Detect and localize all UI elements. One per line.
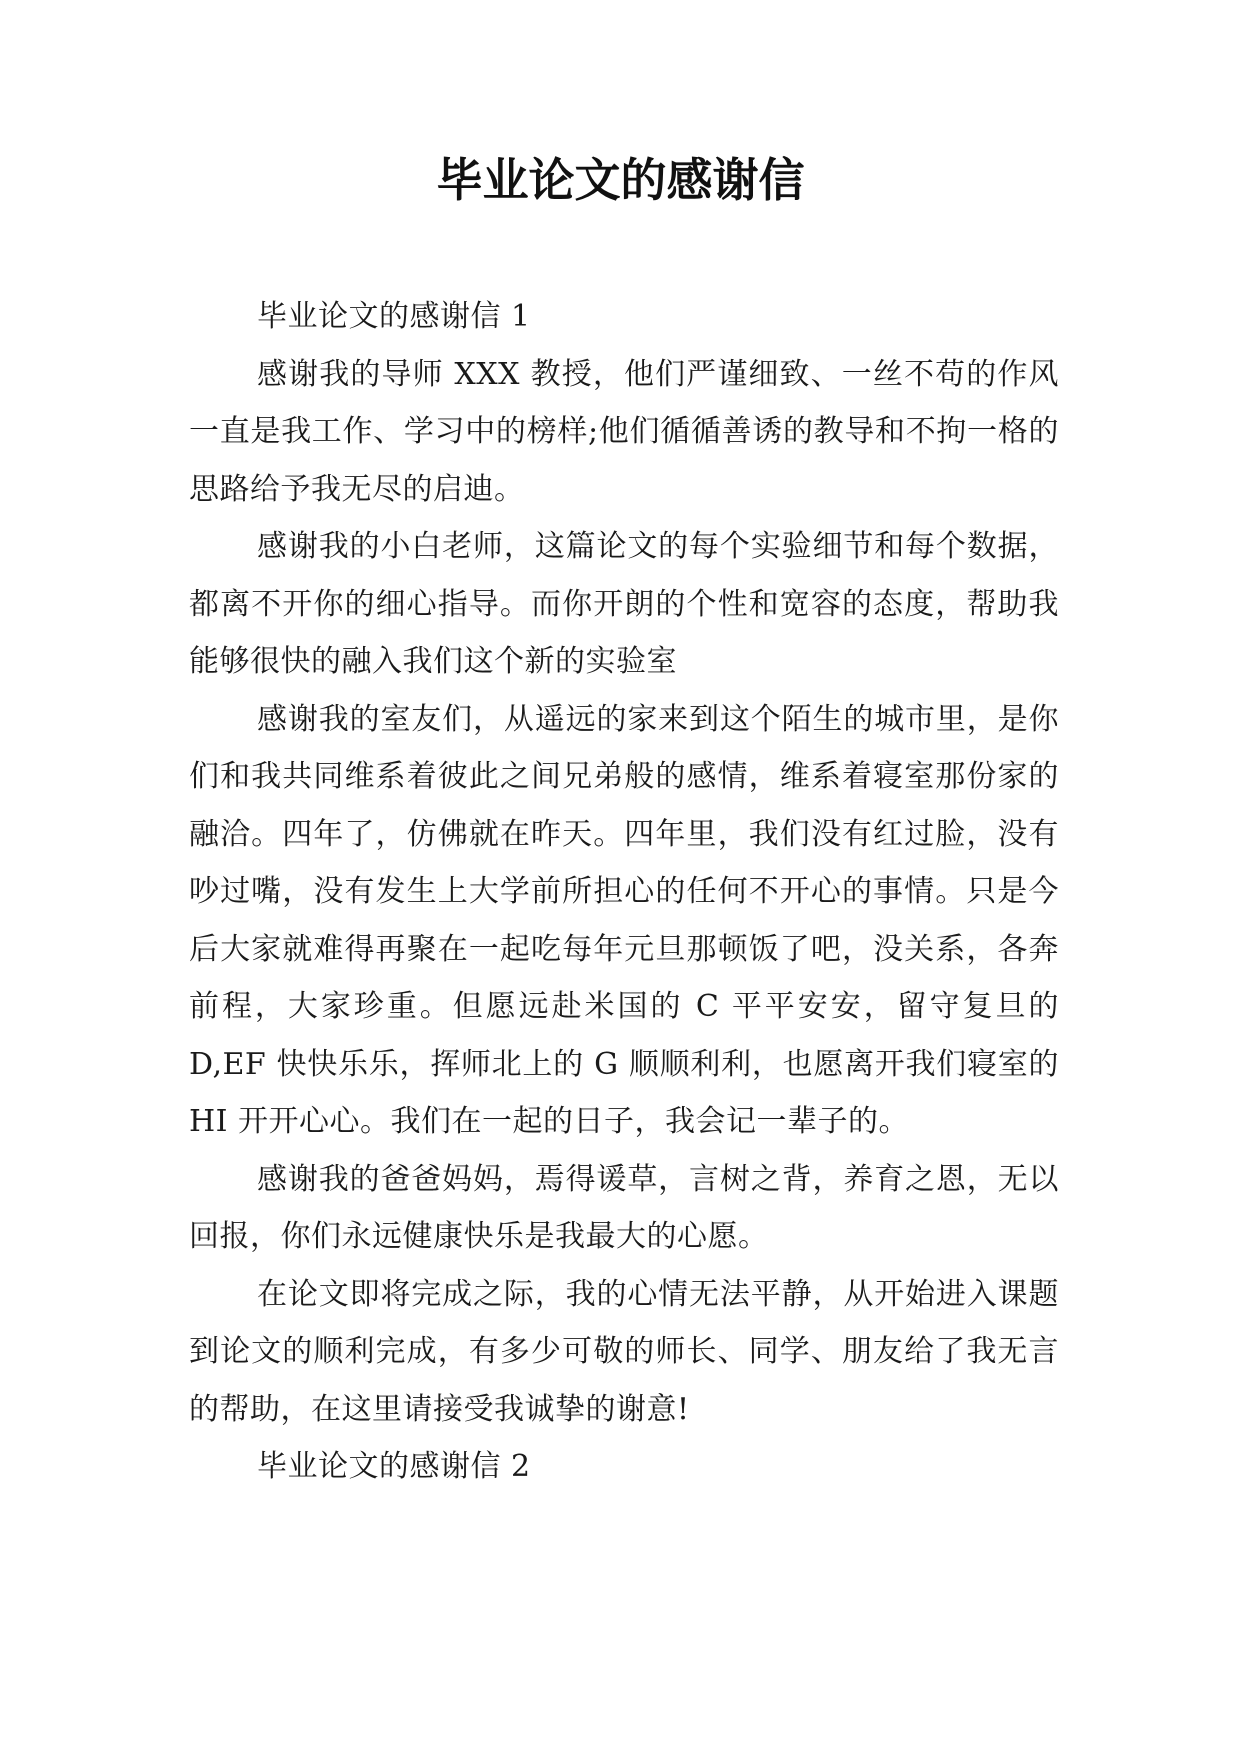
paragraph-parents: 感谢我的爸爸妈妈，焉得谖草，言树之背，养育之恩，无以回报，你们永远健康快乐是我最大的心愿。	[189, 1161, 1059, 1254]
section-heading-1: 毕业论文的感谢信 1	[257, 299, 531, 334]
paragraph-closing: 在论文即将完成之际，我的心情无法平静，从开始进入课题到论文的顺利完成，有多少可敬的师长、同学、朋友给了我无言的帮助，在这里请接受我诚挚的谢意!	[189, 1276, 1059, 1427]
section-heading-2: 毕业论文的感谢信 2	[257, 1449, 531, 1484]
paragraph-roommates: 感谢我的室友们，从遥远的家来到这个陌生的城市里，是你们和我共同维系着彼此之间兄弟般的感情，维系着寝室那份家的融洽。四年了，仿佛就在昨天。四年里，我们没有红过脸，没有吵过嘴，没有发生上大学前所担心的任何不开心的事情。只是今后大家就难得再聚在一起吃每年元旦那顿饭了吧，没关系，各奔前程，大家珍重。但愿远赴米国的 C 平平安安，留守复旦的 D,EF 快快乐乐，挥师北上的 G 顺顺利利，也愿离开我们寝室的 HI 开开心心。我们在一起的日子，我会记一辈子的。	[189, 701, 1059, 1139]
document-body	[189, 288, 1059, 1496]
paragraph-advisor: 感谢我的导师 XXX 教授，他们严谨细致、一丝不苟的作风一直是我工作、学习中的榜样;他们循循善诱的教导和不拘一格的思路给予我无尽的启迪。	[189, 356, 1059, 507]
document-title: 毕业论文的感谢信	[436, 153, 805, 207]
paragraph-teacher: 感谢我的小白老师，这篇论文的每个实验细节和每个数据，都离不开你的细心指导。而你开朗的个性和宽容的态度，帮助我能够很快的融入我们这个新的实验室	[189, 529, 1059, 679]
